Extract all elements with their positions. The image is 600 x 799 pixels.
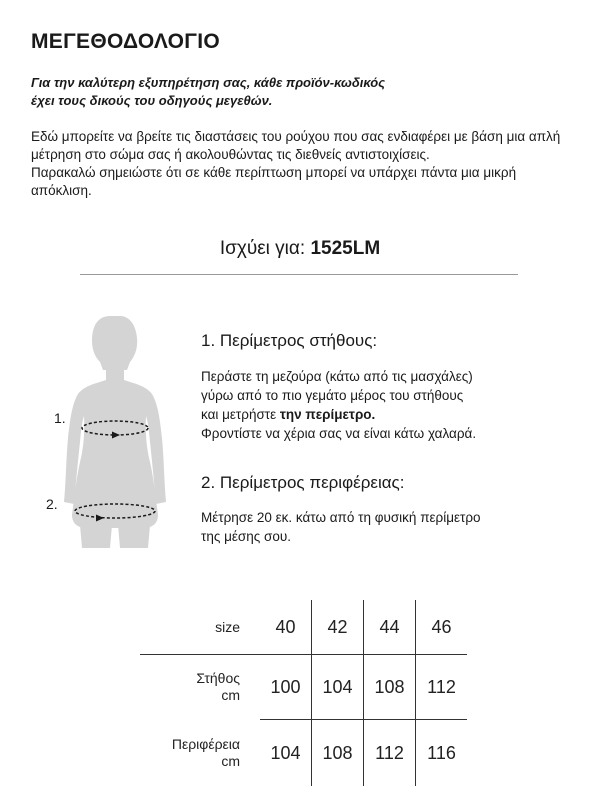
hip-row-label — [140, 720, 260, 787]
chest-section-title: 1. Περίμετρος στήθους: — [201, 331, 378, 350]
size-header-row — [140, 600, 467, 655]
hip-section-text — [201, 508, 561, 546]
size-header-cell: 46 — [416, 600, 468, 655]
chest-instruction-line: Περάστε τη μεζούρα (κάτω από τις μασχάλες) — [201, 369, 473, 384]
size-table — [140, 600, 467, 786]
size-header-label: size — [215, 618, 240, 635]
chest-row-unit: cm — [221, 687, 240, 704]
chest-value-cell: 112 — [416, 655, 468, 720]
intro-highlight-line: έχει τους δικούς του οδηγούς μεγεθών. — [31, 93, 273, 108]
chest-value-cell: 108 — [364, 655, 416, 720]
page-title: ΜΕΓΕΘΟΔΟΛΟΓΙΟ — [31, 30, 221, 53]
divider — [80, 274, 518, 275]
measurement-marker-1: 1. — [54, 410, 66, 426]
hip-row — [140, 720, 467, 787]
size-header-cell: 44 — [364, 600, 416, 655]
chest-section-text — [201, 367, 561, 443]
hip-value-cell: 112 — [364, 720, 416, 787]
hip-row-label-text: Περιφέρεια — [171, 735, 240, 752]
applies-label: Ισχύει για: — [219, 238, 306, 259]
hip-instruction-line: της μέσης σου. — [201, 529, 291, 544]
intro-text — [31, 128, 566, 200]
intro-paragraph: Εδώ μπορείτε να βρείτε τις διαστάσεις του ρούχου που σας ενδιαφέρει με βάση μια απλή μέτρηση στο σώμα σας ή ακολουθώντας τις διεθνείς αντιστοιχίσεις. — [31, 129, 561, 162]
chest-row — [140, 655, 467, 720]
chest-instruction-line: Φροντίστε να χέρια σας να είναι κάτω χαλαρά. — [201, 426, 477, 441]
chest-instruction-prefix: και μετρήστε — [201, 407, 280, 422]
size-header-cell: 42 — [312, 600, 364, 655]
intro-paragraph: Παρακαλώ σημειώστε ότι σε κάθε περίπτωση μπορεί να υπάρχει πάντα μια μικρή απόκλιση. — [31, 165, 517, 198]
size-header-cell: 40 — [275, 616, 296, 637]
hip-instruction-line: Μέτρησε 20 εκ. κάτω από τη φυσική περίμετρο — [201, 510, 481, 525]
chest-value-cell: 104 — [312, 655, 364, 720]
hip-value-cell: 116 — [416, 720, 468, 787]
chest-instruction-line — [201, 405, 561, 424]
chest-instruction-line: γύρω από το πιο γεμάτο μέρος του στήθους — [201, 388, 464, 403]
hip-value-cell: 104 — [260, 720, 312, 787]
body-silhouette-illustration — [50, 310, 180, 550]
intro-highlight — [31, 74, 451, 110]
hip-section-title: 2. Περίμετρος περιφέρειας: — [201, 473, 405, 492]
chest-instruction-emphasis: την περίμετρο. — [279, 407, 376, 422]
applies-for — [0, 238, 600, 260]
intro-highlight-line: Για την καλύτερη εξυπηρέτηση σας, κάθε προϊόν-κωδικός — [31, 75, 386, 90]
hip-value-cell: 108 — [312, 720, 364, 787]
chest-value-cell: 100 — [260, 655, 312, 720]
measurement-marker-2: 2. — [46, 496, 58, 512]
chest-row-label-text: Στήθος — [196, 670, 240, 687]
product-code: 1525LM — [310, 238, 381, 259]
hip-row-unit: cm — [221, 752, 240, 769]
chest-row-label — [140, 655, 260, 720]
